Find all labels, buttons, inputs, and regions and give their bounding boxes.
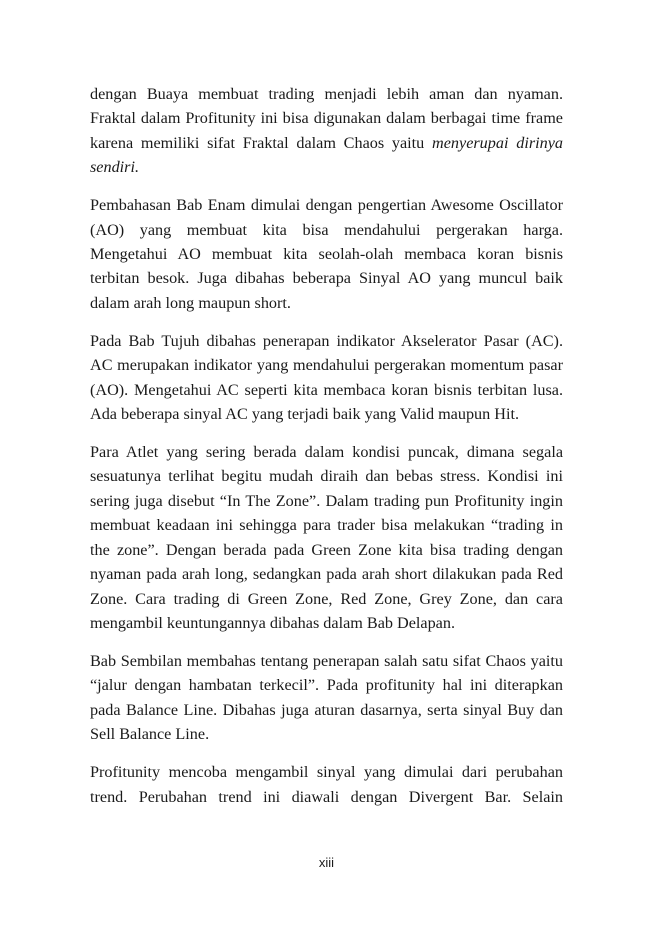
page-number: xiii: [318, 855, 335, 870]
paragraph-text: dengan Buaya membuat trading menjadi lebih aman dan nyaman. Fraktal dalam Profitunity ini bisa digunakan dalam berbagai time frame karena memiliki sifat Fraktal dalam Chaos yaitu: [90, 85, 563, 152]
italic-phrase: menyerupai dirinya sendiri.: [90, 133, 563, 177]
paragraph-in-the-zone: Para Atlet yang sering berada dalam kondisi puncak, dimana segala sesuatunya terlihat begitu mudah diraih dan bebas stress. Kondisi ini sering juga disebut “In The Zone”. Dalam trading pun Profitunity ingin membuat keadaan ini sehingga para trader bisa melakukan “trading in the zone”. Dengan berada pada Green Zone kita bisa trading dengan nyaman pada arah long, sedangkan pada arah short dilakukan pada Red Zone. Cara trading di Green Zone, Red Zone, Grey Zone, dan cara mengambil keuntungannya dibahas dalam Bab Delapan.: [90, 443, 563, 632]
paragraph-divergent-bar: Profitunity mencoba mengambil sinyal yang dimulai dari perubahan trend. Perubahan trend ini diawali dengan Divergent Bar. Selain: [90, 763, 563, 806]
paragraph-bab-tujuh: Pada Bab Tujuh dibahas penerapan indikator Akselerator Pasar (AC). AC merupakan indikator yang mendahului pergerakan momentum pasar (AO). Mengetahui AC seperti kita membaca koran bisnis terbitan lusa. Ada beberapa sinyal AC yang terjadi baik yang Valid maupun Hit.: [90, 331, 563, 424]
paragraph-intro-fractal: [90, 82, 563, 180]
paragraph-bab-sembilan: Bab Sembilan membahas tentang penerapan salah satu sifat Chaos yaitu “jalur dengan hambatan terkecil”. Pada profitunity hal ini diterapkan pada Balance Line. Dibahas juga aturan dasarnya, serta sinyal Buy dan Sell Balance Line.: [90, 651, 563, 744]
paragraph-bab-enam: Pembahasan Bab Enam dimulai dengan pengertian Awesome Oscillator (AO) yang membuat kita bisa mendahului pergerakan harga. Mengetahui AO membuat kita seolah-olah membaca koran bisnis terbitan besok. Juga dibahas beberapa Sinyal AO yang muncul baik dalam arah long maupun short.: [90, 196, 563, 312]
page-body: [90, 82, 563, 823]
